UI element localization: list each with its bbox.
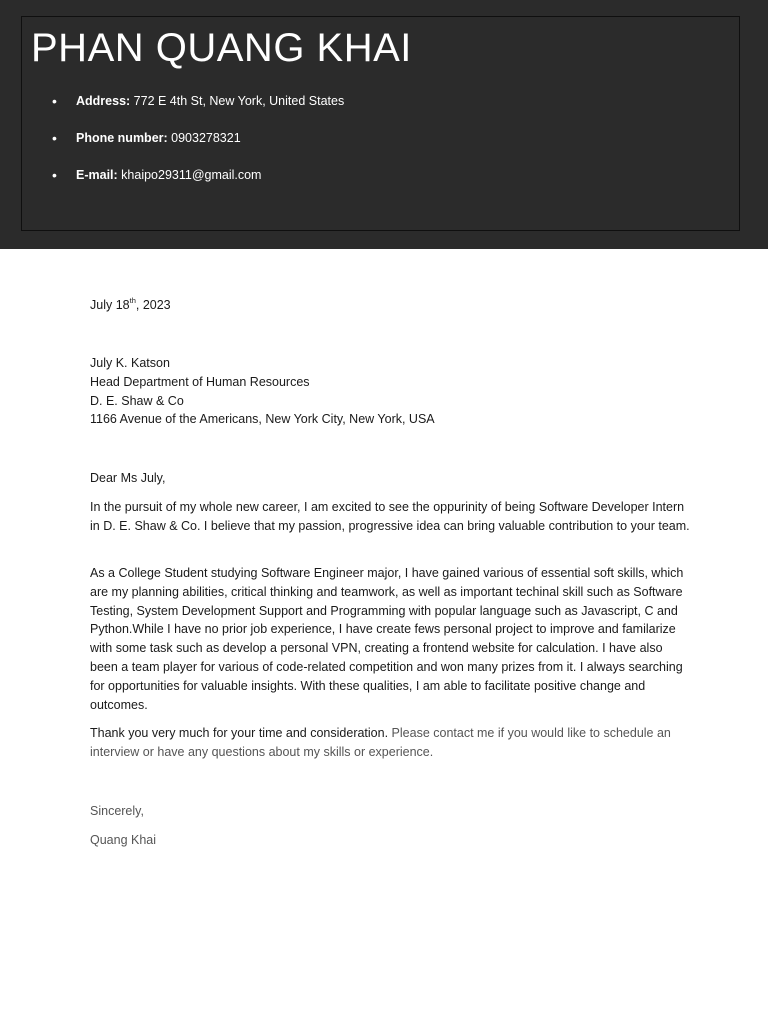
closing-thanks: Thank you very much for your time and consideration. xyxy=(90,726,392,740)
contact-phone xyxy=(52,129,344,166)
contact-address xyxy=(52,92,344,129)
bullet-icon: • xyxy=(52,93,57,109)
contact-phone-value: 0903278321 xyxy=(167,131,241,145)
contact-list xyxy=(52,92,344,203)
contact-address-label: Address: xyxy=(76,94,131,108)
paragraph-intro: In the pursuit of my whole new career, I am excited to see the oppurinity of being Software Developer Intern in D. E. Shaw & Co. I believe that my passion, progressive idea can bring valuable contribution to your team. xyxy=(90,500,690,533)
date-prefix: July 18 xyxy=(90,298,130,312)
contact-address-value: 772 E 4th St, New York, United States xyxy=(130,94,345,108)
salutation: Dear Ms July, xyxy=(90,471,166,485)
contact-email xyxy=(52,166,344,203)
recipient-company: D. E. Shaw & Co xyxy=(90,393,184,408)
applicant-name: PHAN QUANG KHAI xyxy=(31,26,412,70)
letter-date xyxy=(90,296,690,315)
recipient-name: July K. Katson xyxy=(90,356,170,370)
date-suffix: , 2023 xyxy=(135,298,171,312)
paragraph-closing xyxy=(90,724,690,762)
sign-off: Sincerely, xyxy=(90,804,144,818)
header-banner xyxy=(0,0,768,249)
closing-contact-request: Please contact me if you would like to schedule an interview or have any questions about my skills or experience. xyxy=(90,726,671,759)
bullet-icon: • xyxy=(52,130,57,146)
recipient-address: 1166 Avenue of the Americans, New York City, New York, USA xyxy=(90,412,435,427)
bullet-icon: • xyxy=(52,167,57,183)
contact-email-label: E-mail: xyxy=(76,168,118,182)
paragraph-skills: As a College Student studying Software Engineer major, I have gained various of essential soft skills, which are my planning abilities, critical thinking and teamwork, as well as important techinal skill such as Software Testing, System Development Support and Programming with popular language such as Javascript, C and Python.While I have no prior job experience, I have create fews personal project to improve and familarize with some task such as develop a personal VPN, creating a frontend website for calculation. I have also been a team player for various of code-related competition and won many prizes from it. I always searching for opportunities for valuable insights. With these qualities, I am able to facilitate positive change and outcomes. xyxy=(90,566,684,712)
recipient-block xyxy=(90,354,690,429)
signature: Quang Khai xyxy=(90,833,157,847)
recipient-title: Head Department of Human Resources xyxy=(90,374,310,389)
contact-phone-label: Phone number: xyxy=(76,131,168,145)
date-superscript: th xyxy=(129,296,136,305)
contact-email-value: khaipo29311@gmail.com xyxy=(117,168,262,182)
